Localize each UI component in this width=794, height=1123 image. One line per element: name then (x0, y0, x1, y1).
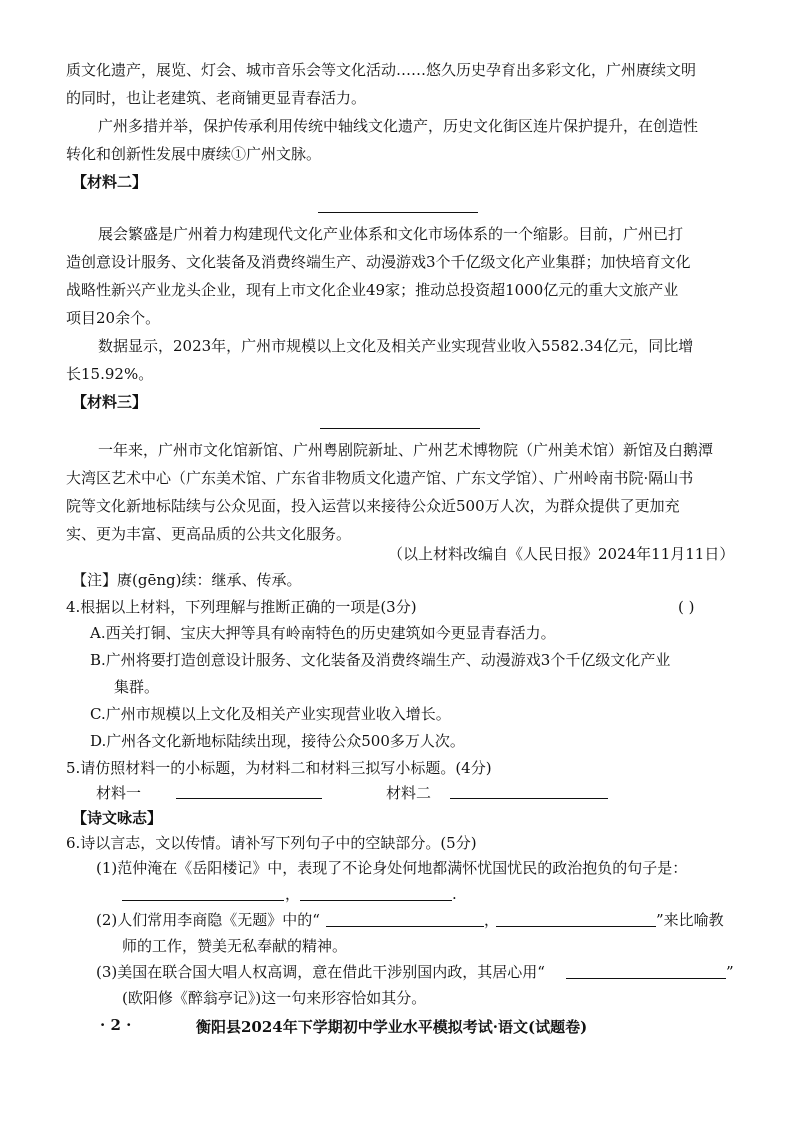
material2-line: 数据显示，2023年，广州市规模以上文化及相关产业实现营业收入5582.34亿元，同比增 (98, 337, 694, 355)
comma: ， (285, 885, 301, 903)
question-6-3-start: (3)美国在联合国大唱人权高调，意在借此干涉别国内政，其居心用“ (96, 963, 545, 981)
material2-line: 展会繁盛是广州着力构建现代文化产业体系和文化市场体系的一个缩影。目前，广州已打 (98, 225, 684, 243)
question-5-stem: 5.请仿照材料一的小标题，为材料二和材料三拟写小标题。(4分) (66, 759, 492, 777)
option-a[interactable]: A.西关打铜、宝庆大押等具有岭南特色的历史建筑如今更显青春活力。 (90, 624, 556, 642)
material3-subtitle-blank[interactable] (320, 428, 480, 429)
material1-line: 的同时，也让老建筑、老商铺更显青春活力。 (66, 89, 367, 107)
material3-line: 大湾区艺术中心（广东美术馆、广东省非物质文化遗产馆、广东文学馆）、广州岭南书院·隔山书 (66, 469, 694, 487)
page-number: · 2 · (100, 1016, 132, 1034)
question-4-stem: 4.根据以上材料，下列理解与推断正确的一项是(3分) (66, 598, 417, 616)
material1-answer-blank[interactable] (176, 798, 322, 799)
material2-line: 战略性新兴产业龙头企业，现有上市文化企业49家；推动总投资超1000亿元的重大文旅产业 (66, 281, 679, 299)
source-citation: （以上材料改编自《人民日报》2024年11月11日） (388, 545, 735, 563)
material2-heading: 【材料二】 (72, 173, 148, 191)
material1-label: 材料一 (96, 784, 142, 802)
option-c[interactable]: C.广州市规模以上文化及相关产业实现营业收入增长。 (90, 705, 451, 723)
question-6-2-start: (2)人们常用李商隐《无题》中的“ (96, 911, 320, 929)
material2-label: 材料二 (386, 784, 432, 802)
answer-blank[interactable] (122, 900, 284, 901)
exam-title: 衡阳县2024年下学期初中学业水平模拟考试·语文(试题卷) (196, 1018, 588, 1036)
question-6-1-text: (1)范仲淹在《岳阳楼记》中，表现了不论身处何地都满怀忧国忧民的政治抱负的句子是： (96, 859, 688, 877)
option-b[interactable]: B.广州将要打造创意设计服务、文化装备及消费终端生产、动漫游戏3个千亿级文化产业 (90, 651, 671, 669)
period: . (452, 885, 457, 903)
material3-line: 院等文化新地标陆续与公众见面，投入运营以来接待公众近500万人次，为群众提供了更加充 (66, 497, 680, 515)
answer-blank[interactable] (326, 926, 484, 927)
material1-line: 广州多措并举，保护传承利用传统中轴线文化遗产，历史文化街区连片保护提升，在创造性 (98, 117, 699, 135)
material1-line: 质文化遗产，展览、灯会、城市音乐会等文化活动……悠久历史孕育出多彩文化，广州赓续文明 (66, 61, 697, 79)
material2-subtitle-blank[interactable] (318, 212, 478, 213)
answer-parentheses[interactable]: ( ) (678, 598, 695, 616)
material3-line: 实、更为丰富、更高品质的公共文化服务。 (66, 525, 352, 543)
annotation-note: 【注】赓(gēng)续：继承、传承。 (72, 571, 302, 589)
material2-line: 长15.92%。 (66, 365, 154, 383)
question-6-3-line2: (欧阳修《醉翁亭记》)这一句来形容恰如其分。 (122, 989, 427, 1007)
question-6-3-end: ” (726, 963, 734, 981)
comma: ， (484, 911, 500, 929)
question-6-2-end: ”来比喻教 (656, 911, 724, 929)
material3-line: 一年来，广州市文化馆新馆、广州粤剧院新址、广州艺术博物院（广州美术馆）新馆及白鹅潭 (98, 441, 714, 459)
option-d[interactable]: D.广州各文化新地标陆续出现，接待公众500多万人次。 (90, 732, 465, 750)
answer-blank[interactable] (566, 978, 726, 979)
option-b-continued: 集群。 (114, 678, 160, 696)
material2-line: 项目20余个。 (66, 309, 161, 327)
section-heading: 【诗文咏志】 (72, 809, 163, 827)
answer-blank[interactable] (300, 900, 452, 901)
answer-blank[interactable] (496, 926, 656, 927)
material3-heading: 【材料三】 (72, 393, 148, 411)
material2-line: 造创意设计服务、文化装备及消费终端生产、动漫游戏3个千亿级文化产业集群；加快培育文化 (66, 253, 691, 271)
material2-answer-blank[interactable] (450, 798, 608, 799)
material1-line: 转化和创新性发展中赓续①广州文脉。 (66, 145, 322, 163)
question-6-2-line2: 师的工作，赞美无私奉献的精神。 (122, 937, 348, 955)
question-6-stem: 6.诗以言志，文以传情。请补写下列句子中的空缺部分。(5分) (66, 834, 477, 852)
